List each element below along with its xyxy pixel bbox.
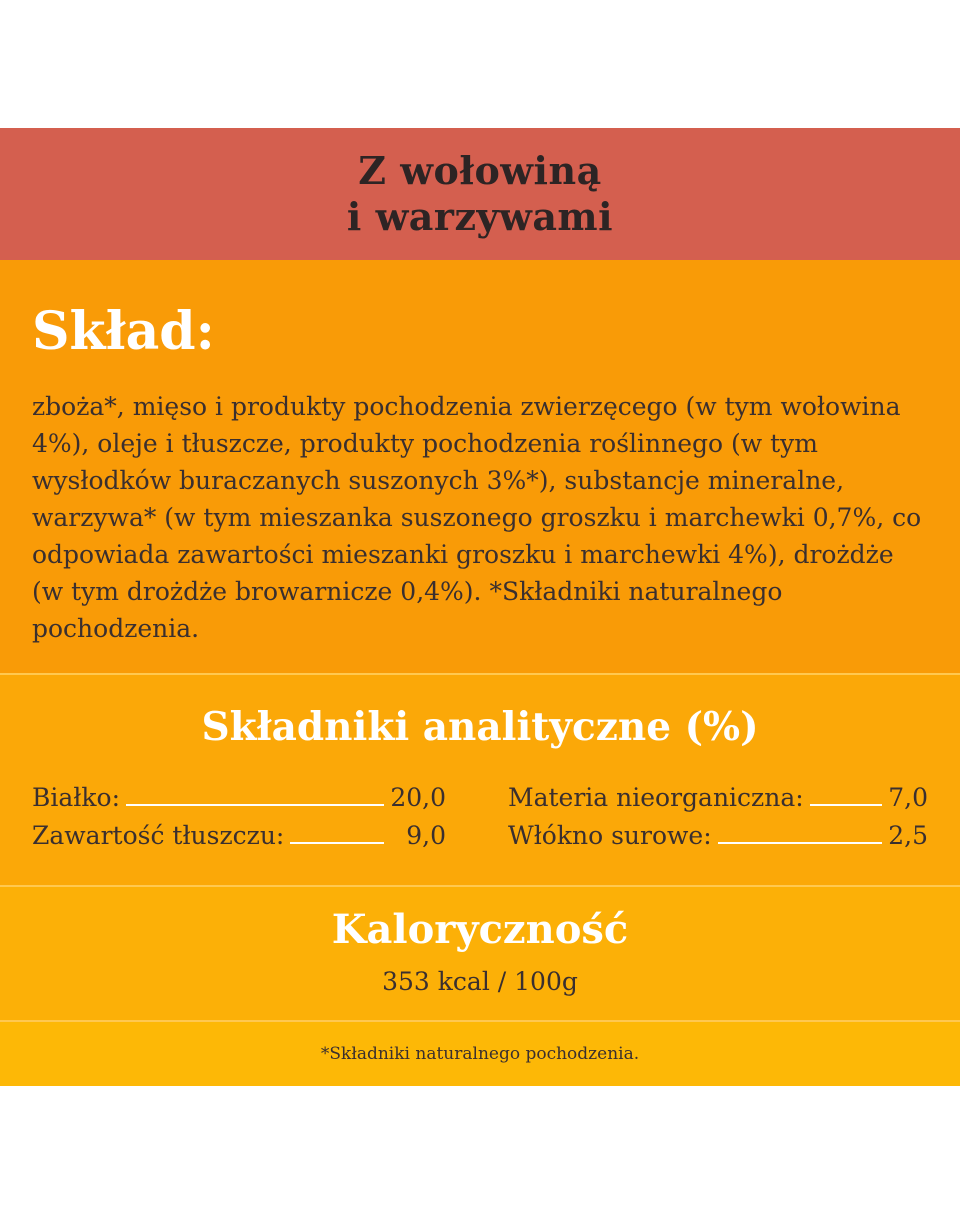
analytical-row-protein xyxy=(32,779,446,817)
calories-value: 353 kcal / 100g xyxy=(382,967,578,996)
composition-section xyxy=(0,260,960,673)
product-title-banner xyxy=(0,128,960,260)
leader-line xyxy=(126,786,384,806)
product-title-line2: i warzywami xyxy=(346,194,614,239)
leader-line xyxy=(810,786,883,806)
calories-heading: Kaloryczność xyxy=(331,906,629,953)
leader-line xyxy=(290,824,384,844)
composition-heading: Skład: xyxy=(32,301,215,362)
analytical-label: Włókno surowe: xyxy=(508,821,712,850)
analytical-row-fat xyxy=(32,817,446,855)
footnote-section xyxy=(0,1022,960,1086)
analytical-label: Zawartość tłuszczu: xyxy=(32,821,285,850)
product-title-line1: Z wołowiną xyxy=(358,148,602,193)
composition-text: zboża*, mięso i produkty pochodzenia zwierzęcego (w tym wołowina 4%), oleje i tłuszcze, produkty pochodzenia roślinnego (w tym wysłodków buraczanych suszonych 3%*), substancje mineralne, warzywa* (w tym mieszanka suszonego groszku i marchewki 0,7%, co odpowiada zawartości mieszanki groszku i marchewki 4%), drożdże (w tym drożdże browarnicze 0,4%). *Składniki naturalnego pochodzenia. xyxy=(32,392,922,643)
analytical-section xyxy=(0,675,960,885)
nutrition-card xyxy=(0,128,960,1086)
footnote-text: *Składniki naturalnego pochodzenia. xyxy=(320,1044,640,1064)
leader-line xyxy=(718,824,883,844)
analytical-value: 2,5 xyxy=(888,821,928,850)
analytical-row-ash xyxy=(508,779,928,817)
analytical-value: 7,0 xyxy=(888,783,928,812)
analytical-heading: Składniki analityczne (%) xyxy=(201,704,759,750)
analytical-grid xyxy=(0,779,960,859)
analytical-label: Materia nieorganiczna: xyxy=(508,783,804,812)
analytical-value: 20,0 xyxy=(390,783,446,812)
calories-section xyxy=(0,887,960,1020)
analytical-value: 9,0 xyxy=(406,821,446,850)
analytical-label: Białko: xyxy=(32,783,121,812)
analytical-row-fibre xyxy=(508,817,928,855)
